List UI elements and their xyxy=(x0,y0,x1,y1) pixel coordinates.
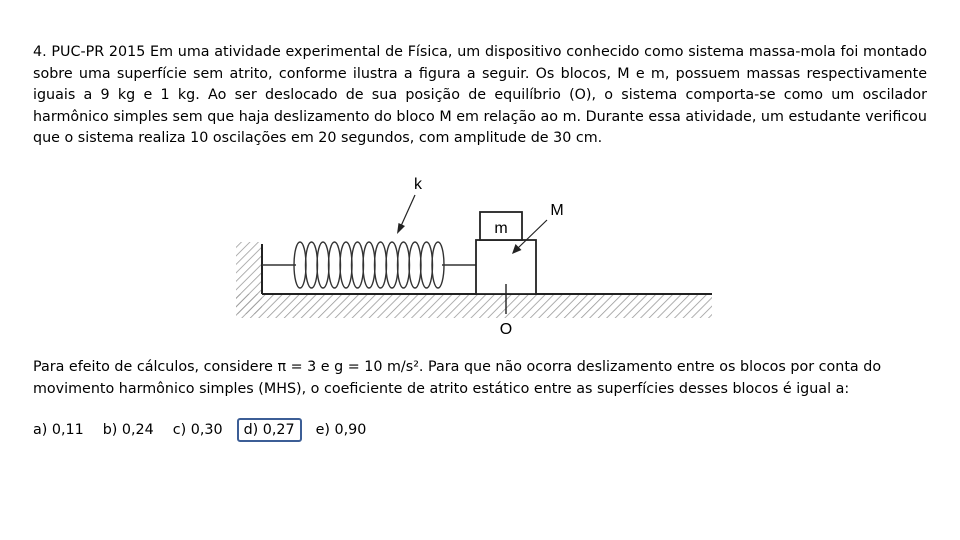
floor-hatch xyxy=(236,294,712,318)
mass-spring-figure xyxy=(230,168,720,344)
block-M-label: M xyxy=(550,202,564,219)
option-a[interactable]: a) 0,11 xyxy=(33,422,84,438)
origin-label: O xyxy=(499,321,513,338)
answer-options xyxy=(33,418,380,442)
option-b[interactable]: b) 0,24 xyxy=(102,422,154,438)
option-c[interactable]: c) 0,30 xyxy=(172,422,223,438)
option-d-selected[interactable]: d) 0,27 xyxy=(237,418,302,442)
block-m-label: m xyxy=(494,220,508,237)
spring-pointer xyxy=(401,195,415,226)
question-intro: 4. PUC-PR 2015 Em uma atividade experimental de Física, um dispositivo conhecido como sistema massa-mola foi montado sobre uma superfície sem atrito, conforme ilustra a figura a seguir. Os blocos, M e m, possuem massas respectivamente iguais a 9 kg e 1 kg. Ao ser deslocado de sua posição de equilíbrio (O), o sistema comporta-se como um oscilador harmônico simples sem que haja deslizamento do bloco M em relação ao m. Durante essa atividade, um estudante verificou que o sistema realiza 10 oscilações em 20 segundos, com amplitude de 30 cm. xyxy=(33,44,927,147)
mass-spring-diagram xyxy=(230,168,720,340)
spring-label: k xyxy=(414,176,422,193)
question-instructions: Para efeito de cálculos, considere π = 3 e g = 10 m/s². Para que não ocorra deslizamento entre os blocos por conta do movimento harmônico simples (MHS), o coeficiente de atrito estático entre as superfícies desses blocos é igual a: xyxy=(33,359,882,397)
option-e[interactable]: e) 0,90 xyxy=(315,422,367,438)
spring-arrowhead xyxy=(397,223,405,234)
